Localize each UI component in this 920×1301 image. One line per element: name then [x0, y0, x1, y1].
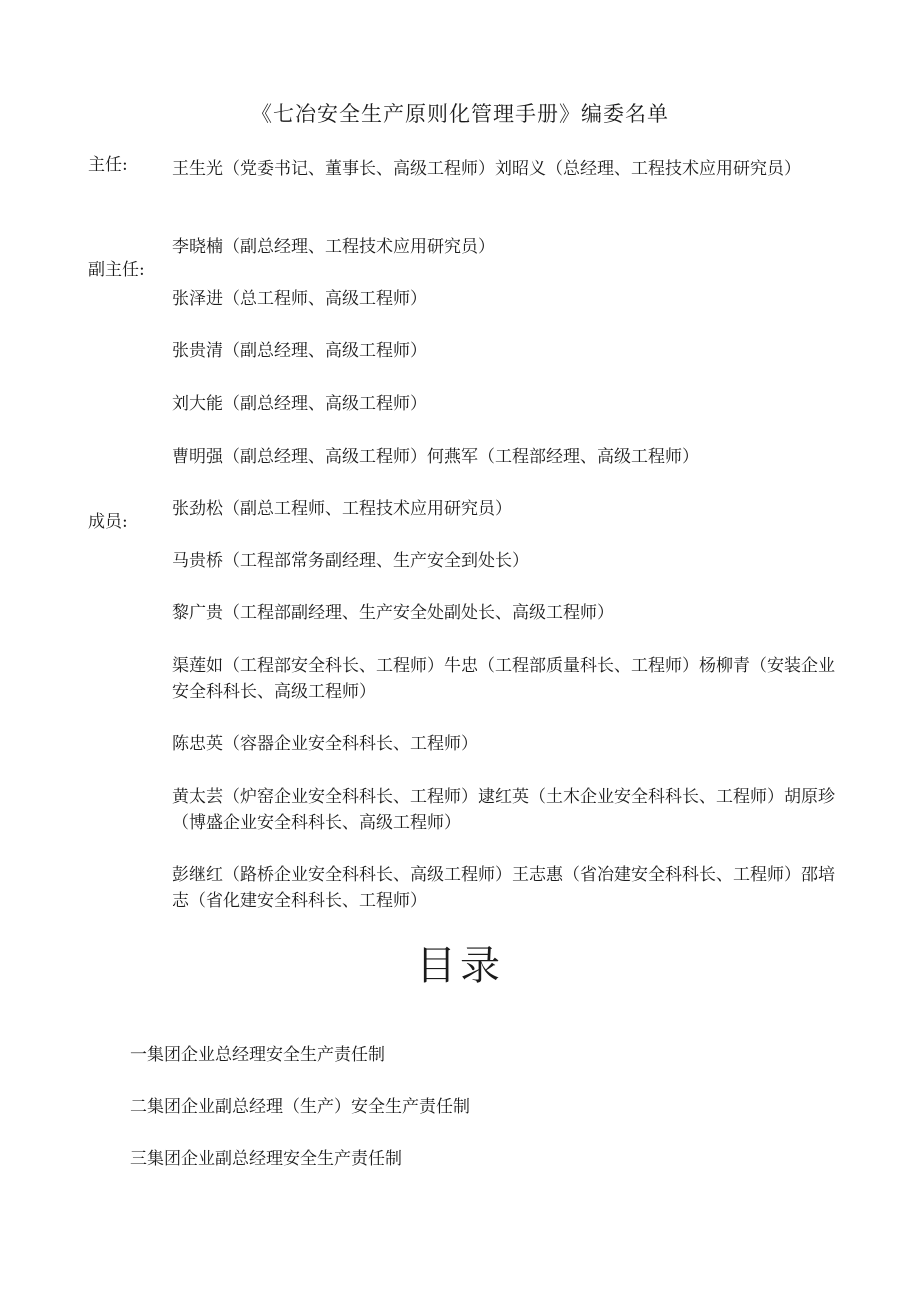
document-title: 《七冶安全生产原则化管理手册》编委名单 [251, 102, 669, 126]
committee-entry: 黄太芸（炉窑企业安全科科长、工程师）逮红英（土木企业安全科科长、工程师）胡原珍（博盛企业安全科科长、高级工程师） [172, 787, 835, 833]
toc-item[interactable]: 一集团企业总经理安全生产责任制 [130, 1045, 385, 1065]
committee-entry: 张贵清（副总经理、高级工程师） [172, 341, 427, 361]
committee-entry: 张劲松（副总工程师、工程技术应用研究员） [172, 499, 512, 519]
committee-entry: 黎广贵（工程部副经理、生产安全处副处长、高级工程师） [172, 603, 614, 623]
committee-entry: 王生光（党委书记、董事长、高级工程师）刘昭义（总经理、工程技术应用研究员） [172, 159, 801, 179]
committee-entry: 马贵桥（工程部常务副经理、生产安全到处长） [172, 551, 529, 571]
toc-item[interactable]: 三集团企业副总经理安全生产责任制 [130, 1149, 402, 1169]
committee-entry: 曹明强（副总经理、高级工程师）何燕军（工程部经理、高级工程师） [172, 447, 699, 467]
committee-entry: 彭继红（路桥企业安全科科长、高级工程师）王志惠（省冶建安全科科长、工程师）邵培志（省化建安全科科长、工程师） [172, 865, 835, 911]
committee-entry: 陈忠英（容器企业安全科科长、工程师） [172, 734, 478, 754]
toc-title: 目录 [416, 943, 504, 989]
committee-entry: 张泽进（总工程师、高级工程师） [172, 289, 427, 309]
label-deputy-director: 副主任: [88, 260, 145, 280]
toc-item[interactable]: 二集团企业副总经理（生产）安全生产责任制 [130, 1097, 470, 1117]
label-director: 主任: [88, 155, 128, 175]
committee-entry: 刘大能（副总经理、高级工程师） [172, 394, 427, 414]
label-members: 成员: [88, 512, 128, 532]
committee-entry: 李晓楠（副总经理、工程技术应用研究员） [172, 237, 495, 257]
committee-entry: 渠莲如（工程部安全科长、工程师）牛忠（工程部质量科长、工程师）杨柳青（安装企业安全科科长、高级工程师） [172, 656, 835, 702]
